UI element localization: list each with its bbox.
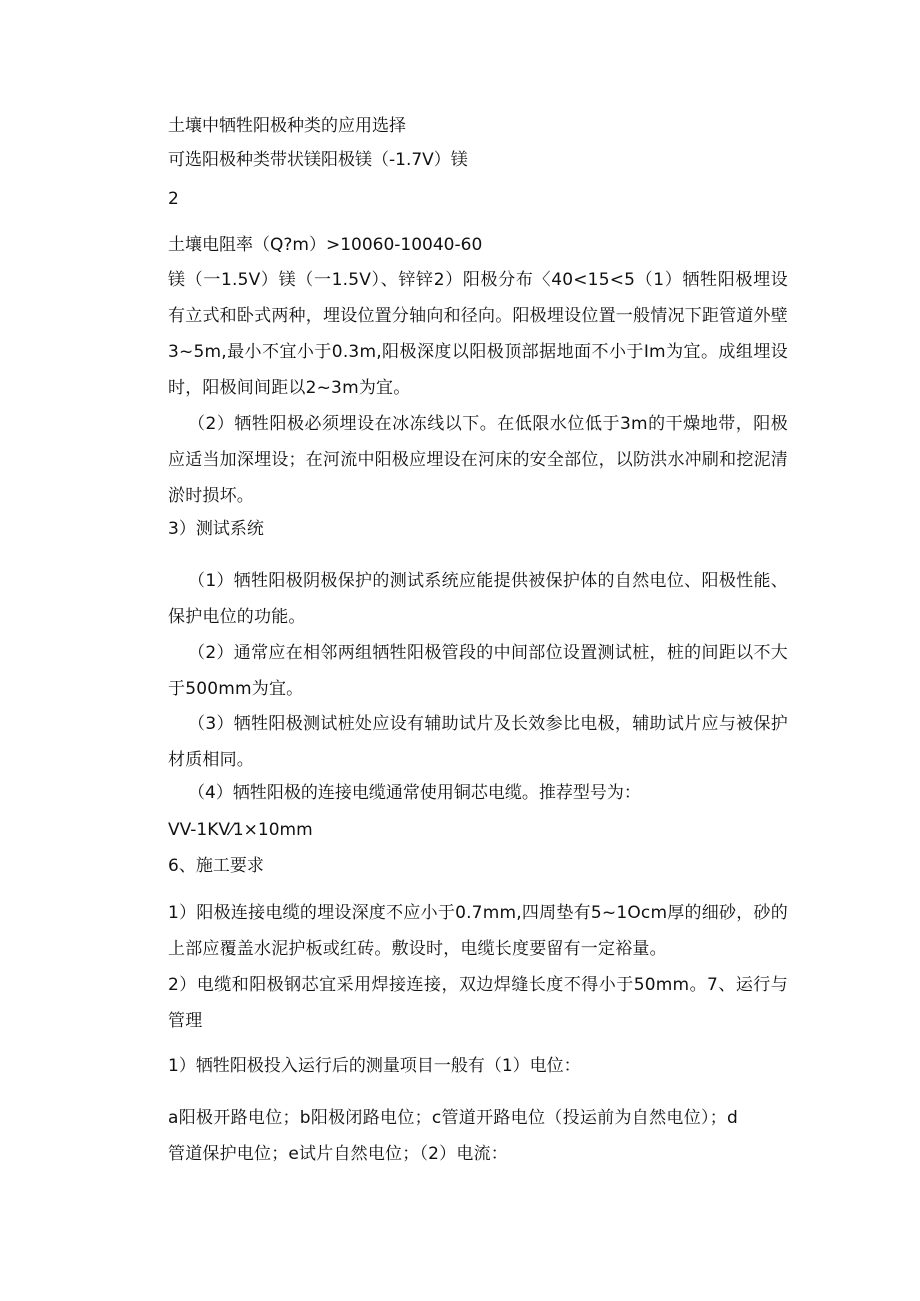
construction-heading: 6、施工要求 xyxy=(168,856,264,876)
soil-resistivity-line: 土壤电阻率（Q?m）>10060-10040-60 xyxy=(168,235,483,255)
anode-distribution-paragraph: 镁（一1.5V）镁（一1.5V）、锌锌2）阳极分布〈40<15<5（1）牺牲阳极埋设有立式和卧式两种，埋设位置分轴向和径向。阳极埋设位置一般情况下距管道外壁3~5m,最小不宜小于0.3m,阳极深度以阳极顶部据地面不小于Im为宜。成组埋设时，阳极间间距以2~3m为宜。 xyxy=(168,270,788,398)
test-item-4: （4）牺牲阳极的连接电缆通常使用铜芯电缆。推荐型号为： xyxy=(188,783,641,803)
test-item-1: （1）牺牲阳极阴极保护的测试系统应能提供被保护体的自然电位、阳极性能、保护电位的功能。 xyxy=(168,571,788,627)
test-item-3: （3）牺牲阳极测试桩处应设有辅助试片及长效参比电极，辅助试片应与被保护材质相同。 xyxy=(168,714,788,770)
construction-item-2: 2）电缆和阳极钢芯宜采用焊接连接，双边焊缝长度不得小于50mm。7、运行与管理 xyxy=(168,975,788,1031)
frost-line-paragraph: （2）牺牲阳极必须埋设在冰冻线以下。在低限水位低于3m的干燥地带，阳极应适当加深埋设；在河流中阳极应埋设在河床的安全部位，以防洪水冲刷和挖泥清淤时损坏。 xyxy=(168,414,788,506)
test-item-2: （2）通常应在相邻两组牺牲阳极管段的中间部位设置测试桩，桩的间距以不大于500mm为宜。 xyxy=(168,643,788,699)
section-title: 土壤中牺牲阳极种类的应用选择 xyxy=(168,116,406,136)
operation-measurement-items: a阳极开路电位；b阳极闭路电位；c管道开路电位（投运前为自然电位）；d管道保护电位；e试片自然电位；（2）电流： xyxy=(168,1108,738,1164)
number-line: 2 xyxy=(168,189,179,209)
operation-item-1: 1）牺牲阳极投入运行后的测量项目一般有（1）电位： xyxy=(168,1056,581,1076)
test-system-heading: 3）测试系统 xyxy=(168,519,264,539)
anode-types-line: 可选阳极种类带状镁阳极镁（-1.7V）镁 xyxy=(168,150,468,170)
construction-item-1: 1）阳极连接电缆的埋设深度不应小于0.7mm,四周垫有5~1Ocm厚的细砂，砂的上部应覆盖水泥护板或红砖。敷设时，电缆长度要留有一定裕量。 xyxy=(168,903,788,959)
cable-model: VV-1KV⁄1×10mm xyxy=(168,820,313,840)
